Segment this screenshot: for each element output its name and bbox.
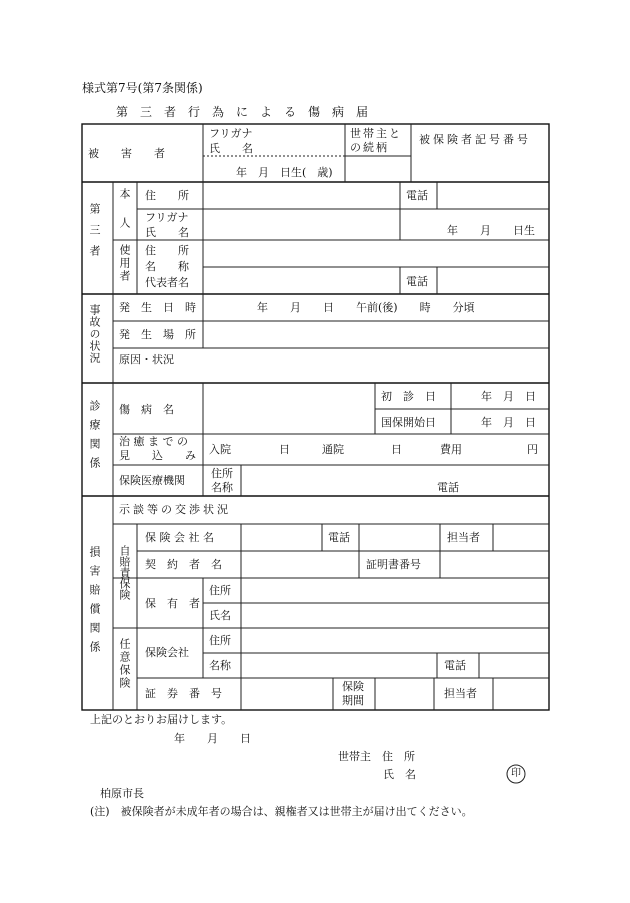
accident-heading: 事故の状況 [88, 304, 101, 364]
vol-address-label: 住所 [209, 634, 231, 647]
addressee: 柏原市長 [100, 787, 144, 800]
accident-place-label: 発 生 場 所 [119, 328, 196, 341]
institution-address-label: 住所 [211, 467, 233, 480]
footer-note: (注) 被保険者が未成年者の場合は、親権者又は世帯主が届け出てください。 [90, 805, 473, 818]
tp-furigana-label: フリガナ [145, 211, 189, 224]
insurer-name-label: 保 険 会 社 名 [145, 531, 214, 544]
victim-furigana-label: フリガナ [209, 127, 253, 140]
victim-birth-label: 年 月 日生( 歳) [236, 166, 333, 179]
first-visit-label: 初 診 日 [381, 390, 436, 403]
institution-label: 保険医療機関 [119, 474, 185, 487]
victim-name-label: 氏 名 [209, 142, 253, 155]
tp-employer-phone-label: 電話 [406, 275, 428, 288]
owner-label: 保 有 者 [145, 597, 200, 610]
vol-name-label: 名称 [209, 659, 231, 672]
declaration-text: 上記のとおりお届けします。 [90, 713, 233, 726]
outlook-label-line2: 見 込 み [119, 449, 196, 462]
tp-phone-label: 電話 [406, 189, 428, 202]
accident-datetime-value: 年 月 日 午前(後) 時 分頃 [257, 301, 475, 314]
vol-insurer-label: 保険会社 [145, 646, 189, 659]
outlook-label-line1: 治 癒 ま で の [119, 435, 188, 448]
insured-number-label: 被保険者記号番号 [419, 133, 531, 146]
third-party-self-label: 本人 [118, 188, 131, 246]
period-label-line2: 期間 [342, 694, 364, 707]
householder-name-label: 氏 名 [383, 768, 416, 781]
outpatient-label: 通院 [322, 443, 344, 456]
owner-name-label: 氏名 [209, 609, 231, 622]
treatment-heading: 診療関係 [88, 400, 101, 476]
tp-employer-address-label: 住 所 [145, 244, 189, 257]
householder-address-label: 世帯主 住 所 [338, 750, 415, 763]
voluntary-insurance-label: 任意保険 [118, 638, 131, 690]
policy-number-label: 証 券 番 号 [145, 687, 222, 700]
tp-employer-label: 使用者 [118, 244, 131, 283]
compulsory-insurance-label: 自賠責保険 [118, 545, 131, 600]
third-party-heading: 第三者 [88, 203, 101, 266]
institution-phone-label: 電話 [437, 481, 459, 494]
hospital-label: 入院 [209, 443, 231, 456]
accident-cause-label: 原因・状況 [119, 353, 174, 366]
cost-label: 費用 [440, 443, 462, 456]
form-title: 第 三 者 行 為 に よ る 傷 病 届 [116, 105, 369, 119]
outpatient-days-unit: 日 [391, 443, 402, 456]
head-of-household-label: 世帯主との続柄 [350, 127, 402, 154]
tp-representative-label: 代表者名 [145, 276, 189, 289]
damages-heading: 損害賠償関係 [88, 546, 101, 660]
hospital-days-unit: 日 [279, 443, 290, 456]
certificate-number-label: 証明書番号 [366, 558, 421, 571]
period-label-line1: 保険 [342, 680, 364, 693]
tp-name-label: 氏 名 [145, 226, 189, 239]
insurance-start-label: 国保開始日 [381, 416, 436, 429]
first-visit-date: 年 月 日 [481, 390, 536, 403]
negotiation-label: 示談等の交渉状況 [119, 503, 231, 516]
contractor-label: 契 約 者 名 [145, 558, 222, 571]
insurer-phone-label: 電話 [328, 531, 350, 544]
tp-address-label: 住 所 [145, 189, 189, 202]
seal-label: 印 [511, 768, 521, 779]
insurer-person-label: 担当者 [447, 531, 480, 544]
tp-birth-label: 年 月 日生 [447, 224, 535, 237]
vol-phone-label: 電話 [444, 659, 466, 672]
insurance-start-date: 年 月 日 [481, 416, 536, 429]
tp-employer-name-label: 名 称 [145, 260, 189, 273]
victim-heading: 被 害 者 [88, 147, 165, 160]
disease-label: 傷 病 名 [119, 403, 174, 416]
form-number: 様式第7号(第7条関係) [82, 81, 203, 95]
owner-address-label: 住所 [209, 584, 231, 597]
cost-unit: 円 [527, 443, 538, 456]
footer-date: 年 月 日 [174, 732, 251, 745]
accident-datetime-label: 発 生 日 時 [119, 301, 196, 314]
institution-name-label: 名称 [211, 481, 233, 494]
vol-person-label: 担当者 [444, 687, 477, 700]
